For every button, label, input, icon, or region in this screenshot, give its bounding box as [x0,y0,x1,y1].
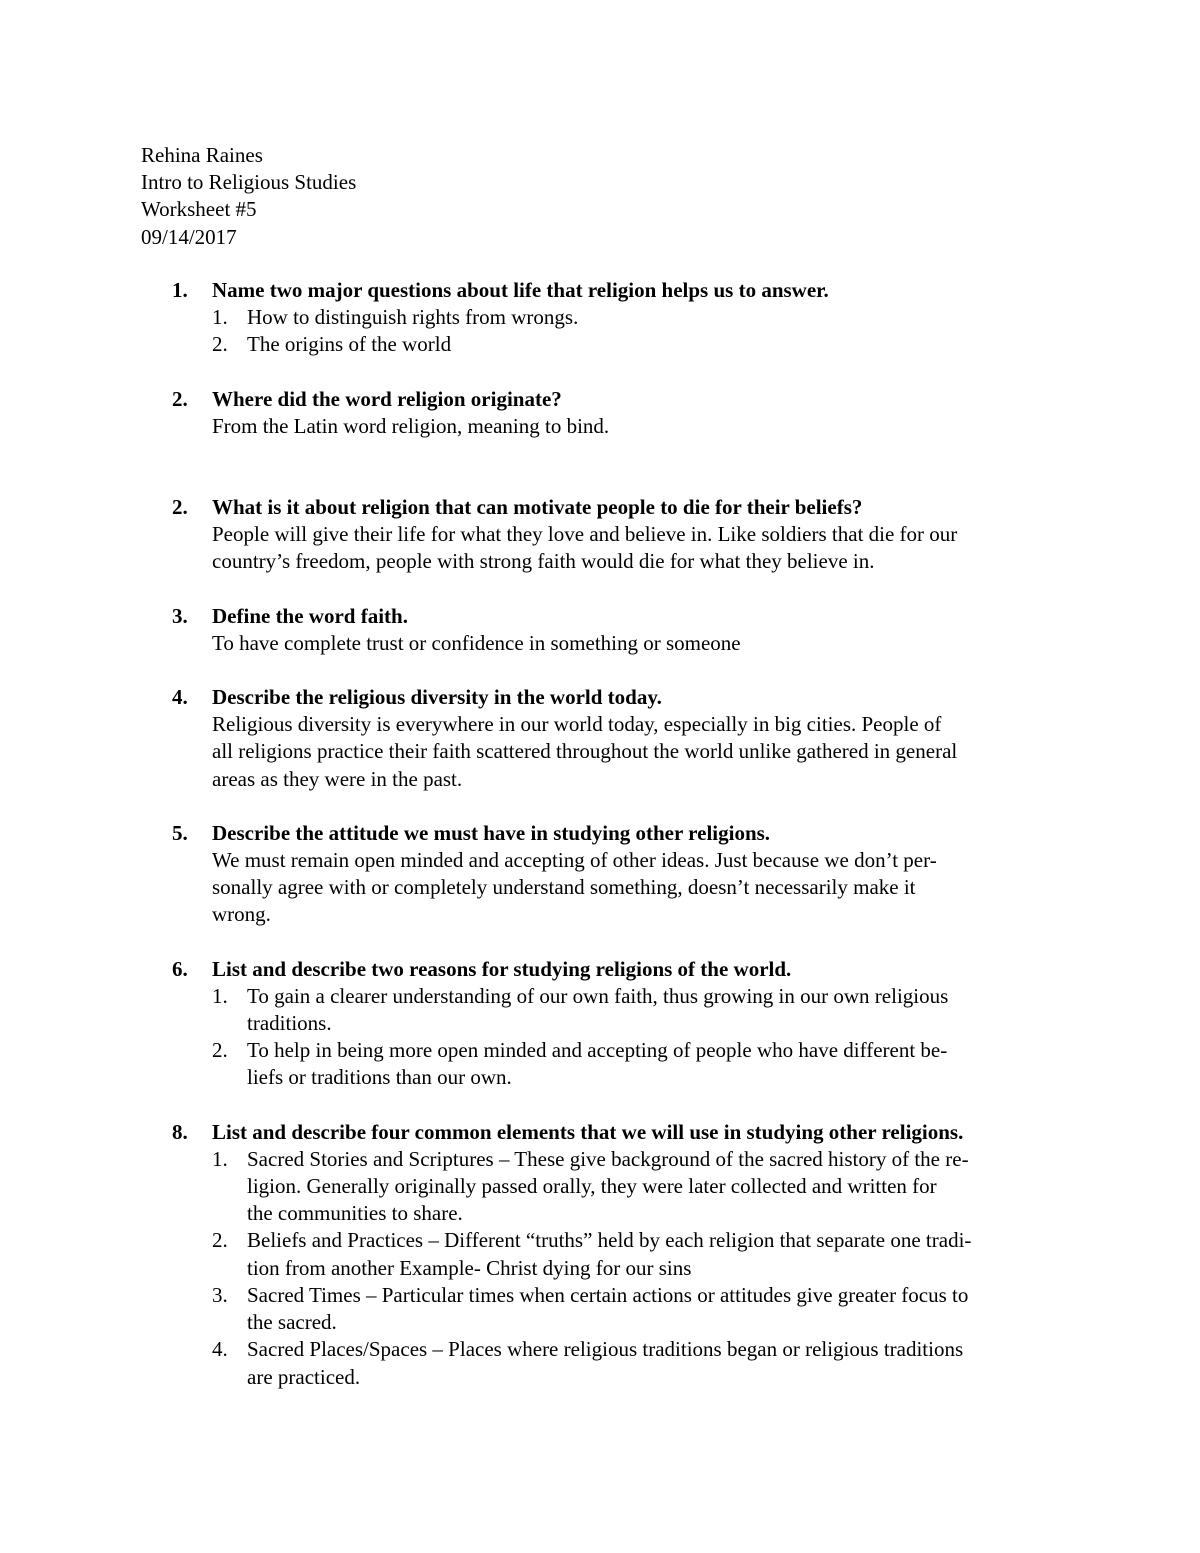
answer-line: Religious diversity is everywhere in our world today, especially in big cities. People of [212,712,942,737]
answer-item-number: 2. [212,1038,228,1063]
question-number: 2. [172,386,188,411]
answer-list-item [212,1146,1072,1228]
answer-line: sonally agree with or completely understand something, doesn’t necessarily make it [212,875,916,900]
question-number: 6. [172,956,188,981]
answer-list-item [212,1336,1072,1390]
question-number: 3. [172,603,188,628]
answer-item-number: 4. [212,1337,228,1362]
course-title: Intro to Religious Studies [141,170,357,195]
answer-list [212,983,1072,1092]
question-number: 1. [172,278,188,302]
answer-line: country’s freedom, people with strong faith would die for what they believe in. [212,549,875,574]
question-item [172,277,1072,359]
answer-line: all religions practice their faith scattered throughout the world unlike gathered in general [212,739,958,764]
question-text: Define the word faith. [212,603,408,628]
question-number: 5. [172,820,188,845]
question-item [172,494,1072,576]
answer-list-item [212,331,1072,358]
answer-line: traditions. [247,1011,332,1036]
answer-line: wrong. [212,902,271,927]
answer-item-number: 1. [212,1146,228,1171]
answer-item-number: 2. [212,332,228,357]
answer-list-item [212,1037,1072,1091]
answer-line: the sacred. [247,1310,337,1335]
question-text: Where did the word religion originate? [212,386,562,411]
answer-line: are practiced. [247,1364,361,1389]
answer-list-item [212,304,1072,331]
answer-line: Beliefs and Practices – Different “truths” held by each religion that separate one tradi- [247,1228,972,1253]
answer-item-number: 1. [212,983,228,1008]
document-date: 09/14/2017 [141,224,237,249]
answer-item-number: 1. [212,305,228,330]
answer-line: The origins of the world [247,332,452,357]
answer-item-number: 2. [212,1228,228,1253]
answer-list-item [212,983,1072,1037]
question-item [172,386,1072,440]
answer-list-item [212,1227,1072,1281]
answer-line: liefs or traditions than our own. [247,1065,512,1090]
answer-line: To help in being more open minded and accepting of people who have different be- [247,1038,948,1063]
answer-line: People will give their life for what they love and believe in. Like soldiers that die for our [212,522,958,547]
question-text: What is it about religion that can motivate people to die for their beliefs? [212,495,863,520]
answer-list [212,304,1072,358]
answer-line: Sacred Stories and Scriptures – These give background of the sacred history of the re- [247,1146,969,1171]
question-list [172,277,1072,1391]
question-item [172,684,1072,793]
answer-item-number: 3. [212,1282,228,1307]
answer-line: To gain a clearer understanding of our own faith, thus growing in our own religious [247,983,949,1008]
question-text: List and describe four common elements that we will use in studying other religions. [212,1119,964,1144]
question-item [172,603,1072,657]
question-item [172,820,1072,929]
question-number: 8. [172,1119,188,1144]
question-number: 2. [172,495,188,520]
answer-line: We must remain open minded and accepting of other ideas. Just because we don’t per- [212,848,937,873]
question-text: Describe the religious diversity in the world today. [212,685,662,710]
question-text: List and describe two reasons for studying religions of the world. [212,956,792,981]
answer-list-item [212,1282,1072,1336]
answer-line: Sacred Times – Particular times when certain actions or attitudes give greater focus to [247,1282,969,1307]
answer-line: Sacred Places/Spaces – Places where religious traditions began or religious traditions [247,1337,964,1362]
question-item [172,956,1072,1092]
answer-line: the communities to share. [247,1201,463,1226]
answer-line: tion from another Example- Christ dying for our sins [247,1255,692,1280]
answer-line: To have complete trust or confidence in something or someone [212,630,741,655]
worksheet-title: Worksheet #5 [141,197,257,222]
answer-line: areas as they were in the past. [212,766,463,791]
question-item [172,1119,1072,1391]
answer-list [212,1146,1072,1391]
question-text: Describe the attitude we must have in studying other religions. [212,820,771,845]
answer-line: How to distinguish rights from wrongs. [247,305,579,330]
answer-line: ligion. Generally originally passed orally, they were later collected and written for [247,1174,937,1199]
question-number: 4. [172,685,188,710]
answer-line: From the Latin word religion, meaning to bind. [212,413,610,438]
question-text: Name two major questions about life that religion helps us to answer. [212,278,829,302]
student-name: Rehina Raines [141,143,263,167]
document-header [141,142,356,251]
